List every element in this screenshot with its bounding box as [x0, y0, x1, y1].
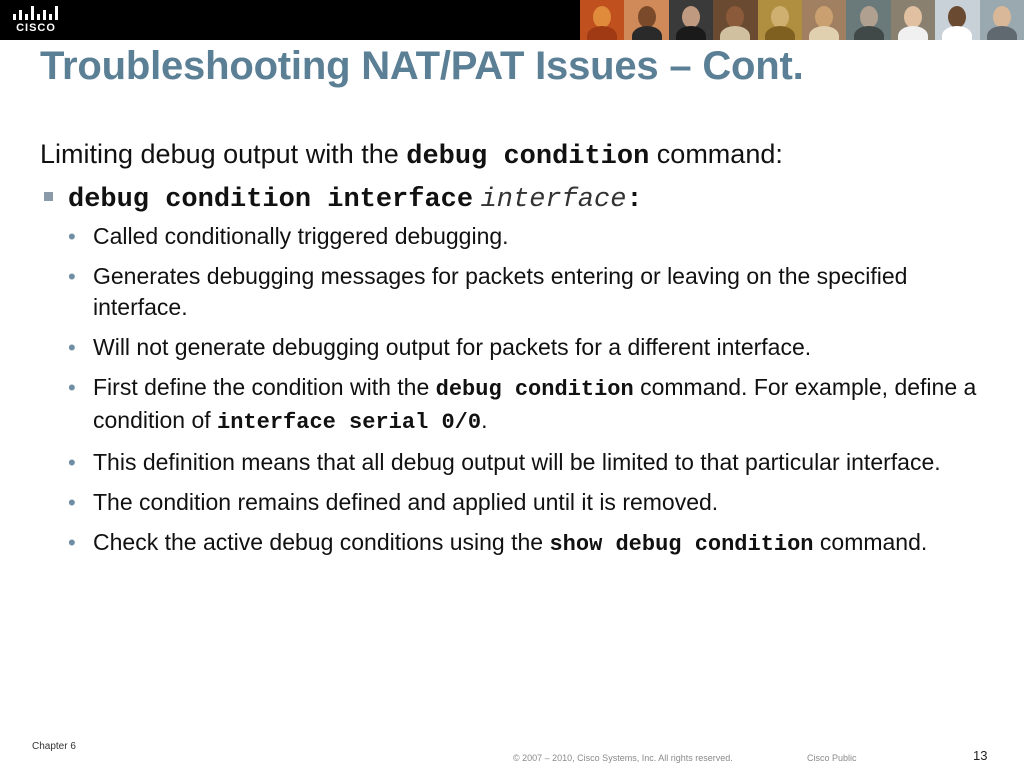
lead-text: Limiting debug output with the — [40, 139, 407, 169]
photo-tile — [624, 0, 668, 40]
photo-tile — [980, 0, 1024, 40]
cisco-logo-text: CISCO — [16, 22, 56, 34]
photo-tile — [713, 0, 757, 40]
bullet-text: command. — [813, 529, 928, 555]
bullet-dot-icon: • — [68, 490, 76, 515]
lead-paragraph — [40, 137, 990, 174]
bullet-level1 — [40, 180, 990, 217]
bullet-dot-icon: • — [68, 335, 76, 360]
footer-chapter: Chapter 6 — [32, 741, 76, 752]
photo-tile — [846, 0, 890, 40]
footer-classification: Cisco Public — [807, 753, 857, 763]
bullet-code: show debug condition — [549, 532, 814, 557]
lead-text-after: command: — [649, 139, 783, 169]
bullet-text: Generates debugging messages for packets entering or leaving on the specified interface. — [93, 263, 908, 320]
bullet-dot-icon: • — [68, 450, 76, 475]
bullet-code: debug condition — [435, 377, 634, 402]
cisco-bars-icon — [12, 6, 60, 22]
slide-title: Troubleshooting NAT/PAT Issues – Cont. — [40, 44, 804, 88]
list-item — [40, 487, 990, 518]
photo-tile — [669, 0, 713, 40]
bullet-dot-icon: • — [68, 375, 76, 400]
photo-tile — [935, 0, 979, 40]
bullet-dot-icon: • — [68, 530, 76, 555]
bullet-text: Check the active debug conditions using the — [93, 529, 550, 555]
photo-tile — [580, 0, 624, 40]
bullet-text: First define the condition with the — [93, 374, 436, 400]
header-bar — [0, 0, 1024, 40]
sub-bullet-list — [40, 221, 990, 560]
bullet-text: Called conditionally triggered debugging. — [93, 223, 509, 249]
list-item — [40, 261, 990, 323]
bullet-dot-icon: • — [68, 224, 76, 249]
photo-tile — [758, 0, 802, 40]
list-item — [40, 332, 990, 363]
photo-tile — [891, 0, 935, 40]
bullet-text: command. For example, define a condition of — [93, 374, 977, 433]
bullet-text: The condition remains defined and applied until it is removed. — [93, 489, 719, 515]
bullet-dot-icon: • — [68, 264, 76, 289]
people-photo-strip-icon — [580, 0, 1024, 40]
list-item — [40, 447, 990, 478]
slide-body — [40, 137, 990, 569]
cisco-logo — [8, 4, 64, 36]
page-number: 13 — [973, 748, 988, 763]
list-item — [40, 372, 990, 438]
photo-tile — [802, 0, 846, 40]
footer-copyright: © 2007 – 2010, Cisco Systems, Inc. All rights reserved. — [513, 753, 733, 763]
bullet-text: . — [481, 407, 488, 433]
list-item — [40, 527, 990, 560]
square-bullet-icon — [44, 192, 53, 201]
list-item — [40, 221, 990, 252]
level1-colon: : — [626, 185, 643, 215]
lead-code: debug condition — [406, 142, 650, 172]
bullet-text: Will not generate debugging output for packets for a different interface. — [93, 334, 812, 360]
level1-param: interface — [480, 185, 627, 215]
bullet-text: This definition means that all debug output will be limited to that particular interface. — [93, 449, 941, 475]
bullet-code: interface serial 0/0 — [217, 410, 482, 435]
level1-command: debug condition interface — [68, 185, 474, 215]
